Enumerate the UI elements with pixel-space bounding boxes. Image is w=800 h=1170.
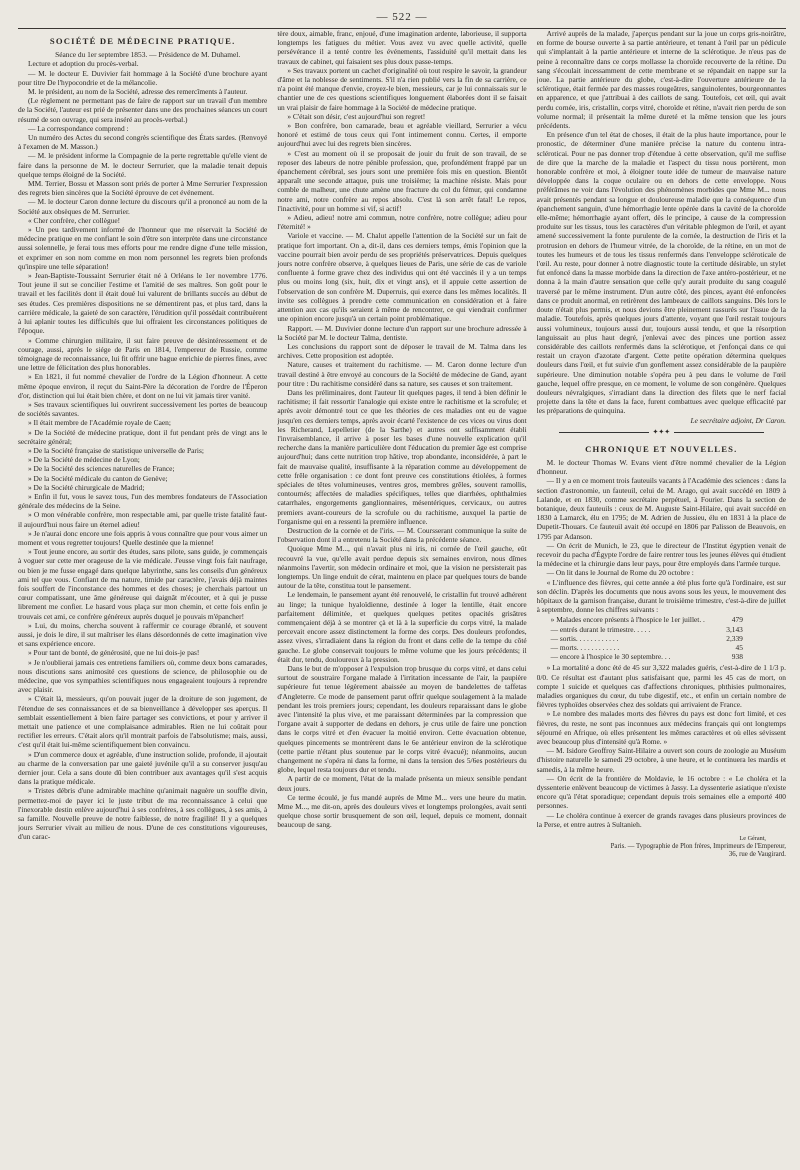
- paragraph: Quoique Mme M..., qui n'avait plus ni iris, ni cornée de l'œil gauche, eût recouvré la vue, qu'elle avait perdue depuis six semaines environ, nous dîmes néanmoins l'avertir, son médecin ordinaire et moi, que la vision ne persisterait pas longtemps. Un linge enduit de cérat, maintenu en place par quelques tours de bande autour de la tête, constitua tout le pansement.: [277, 544, 527, 591]
- stats-value: 45: [735, 643, 743, 652]
- paragraph: (Le règlement ne permettant pas de faire de rapport sur un travail d'un membre de la Société, l'auteur est prié de présenter dans une des prochaines séances un court résumé de son ouvrage, qui sera inséré au procès-verbal.): [18, 96, 268, 124]
- paragraph: Ce terme écoulé, je fus mandé auprès de Mme M... vers une heure du matin. Mme M..., me dit-on, après des douleurs vives et longtemps prolongées, avait senti quelque chose sortir brusquement de son œil, lequel, depuis ce moment, donnait beaucoup de sang.: [277, 792, 527, 830]
- seance-line: Séance du 1er septembre 1853. — Présidence de M. Duhamel.: [55, 50, 241, 60]
- paragraph: « Cher confrère, cher collègue!: [28, 215, 121, 225]
- paragraph: » Bon confrère, bon camarade, beau et agréable vieillard, Serrurier a vécu honoré et estimé de tous ceux qui l'ont intimement connu. Certes, il emporte aujourd'hui avec lui des regrets bien sincères.: [277, 121, 527, 149]
- paragraph: » De la Société des sciences naturelles de France;: [28, 464, 175, 474]
- paragraph: Les conclusions du rapport sont de déposer le travail de M. Talma dans les archives. Cette proposition est adoptée.: [277, 341, 527, 361]
- stats-row: [551, 634, 747, 643]
- paragraph: Rapport. — M. Duvivier donne lecture d'un rapport sur une brochure adressée à la Société par M. le docteur Talma, dentiste.: [277, 323, 527, 342]
- divider-line-left: [559, 432, 649, 433]
- paragraph: » Enfin il fut, vous le savez tous, l'un des membres fondateurs de l'Association générale des médecins de la Seine.: [18, 491, 268, 511]
- stats-row: [551, 615, 747, 624]
- paragraph: — On lit dans le Journal de Rome du 20 octobre :: [546, 568, 694, 578]
- column-3: [537, 29, 786, 1157]
- ornament-divider: [537, 428, 786, 437]
- paragraph: » Lui, du moins, chercha souvent à raffermir ce courage ébranlé, et souvent aussi, je dois le dire, il sut maîtriser les élans désordonnés de cette imagination vive et sans expérience encore.: [18, 620, 268, 649]
- secretary-signature: Le secrétaire adjoint, Dr Caron.: [690, 415, 786, 425]
- paragraph: » De la Société médicale du canton de Genève;: [28, 473, 168, 483]
- stats-label: — morts. . . . . . . . . . . .: [550, 643, 620, 652]
- paragraph: » Ses travaux portent un cachet d'originalité où tout respire le savoir, la grandeur d'âme et la noblesse de sentiments. S'il n'a rien publié vers la fin de sa carrière, ce n'a point été manque d'envie, croyez-le bien, messieurs, car je lui connaissais sur le chantier une de ces questions scientifiques longuement élaborées dont il se faisait un vrai plaisir de faire hommage à la Société de médecine pratique.: [277, 65, 527, 112]
- paragraph: » Je n'aurai donc encore une fois appris à vous connaître que pour vous aimer un moment et vous regretter toujours! Quelle destinée que la mienne!: [18, 528, 268, 547]
- paragraph: Destruction de la cornée et de l'iris. — M. Coursserant communique la suite de l'observation dont il a entretenu la Société dans la précédente séance.: [277, 525, 527, 545]
- paragraph: » Tout jeune encore, au sortir des études, sans pilote, sans guide, je commençais à voguer sur cette mer orageuse de la vie médicale. J'eusse vingt fois fait naufrage, ou bien je me fusse engagé dans quelque labyrinthe, sans les conseils d'un généreux ami tel que vous. Confiant de ma nature, timide par caractère, j'avais déjà maintes fois souffert de l'inconstance des hommes et des choses; je cherchais partout un cœur compatissant, une âme généreuse qui daignât m'écouter, et à qui je pusse librement me confier. Le hasard vous plaça sur mon chemin, et cette fois enfin je trouvais cet ami, ce confrère généreux auprès duquel je pouvais m'épancher!: [18, 547, 268, 621]
- stats-label: — entrés durant le trimestre. . . . .: [550, 624, 651, 634]
- paragraph: Un numéro des Actes du second congrès scientifique des États sardes. (Renvoyé à l'examen de M. Masson.): [18, 133, 268, 152]
- chronique-title: CHRONIQUE ET NOUVELLES.: [585, 443, 738, 454]
- paragraph: » Pour tant de bonté, de générosité, que ne lui dois-je pas!: [28, 648, 200, 658]
- paragraph: — La correspondance comprend :: [28, 123, 129, 133]
- paragraph: Arrivé auprès de la malade, j'aperçus pendant sur la joue un corps gris-noirâtre, en forme de bourse ouverte à sa partie antérieure, et tenant à l'œil par un pédicule qui s'implantait à la partie antérieure et interne de la sclérotique. Je n'eus pas de peine à reconnaître dans ce corps mollasse la choroïde recouverte de la rétine. Du sang s'écoulait incessamment de cette membrane et se répandait en nappe sur la joue. La partie antérieure du globe, c'est-à-dire l'ouverture antérieure de la sclérotique, était fermée par des masses rougeâtres, sanguinolentes, bourgeonnantes en apparence, et que j'attribuai à des caillots de sang. Toutefois, cet œil, qui avait perdu cornée, iris, cristallin, corps vitré, choroïde et rétine, n'avait rien perdu de son volume normal; il présentait la même dureté et la même tension que les jours précédents.: [536, 29, 786, 131]
- divider-line-right: [674, 432, 764, 433]
- stats-label: — sortis. . . . . . . . . . . .: [550, 633, 619, 643]
- stats-value: 938: [731, 652, 743, 662]
- paragraph: — M. le président informe la Compagnie de la perte regrettable qu'elle vient de faire dans la personne de M. le docteur Serrurier, que la maladie tenait depuis quelque temps éloigné de la Société.: [18, 151, 268, 179]
- paragraph: Le lendemain, le pansement ayant été renouvelé, le cristallin fut trouvé adhérent au linge; la tunique hyaloïdienne, destinée à loger la lentille, était encore parfaitement délimitée, et quelques quelques petites opacités grisâtres commençaient déjà à se montrer çà et là à la superficie du corps vitré, la malade percevait encore assez distinctement la forme des corps. Des douleurs profondes, assez vives, s'irradiaient dans la région du front et dans celle de la tempe du côté gauche. Le globe conservait toujours le même volume que les jours précédents; il était dur, tendu, douloureux à la pression.: [277, 590, 527, 664]
- paragraph: — Il y a en ce moment trois fauteuils vacants à l'Académie des sciences : dans la section d'astronomie, un fauteuil, celui de M. Arago, qui avait succédé en 1809 à Lalande, et en 1830, comme secrétaire perpétuel, à Fourier. Dans la section de botanique, deux fauteuils : ceux de M. Auguste Saint-Hilaire, qui avait succédé en 1830 à Lamarck, élu en 1795; de M. Adrien de Jussieu, élu en 1831 à la place de Dupetit-Thouars. Ce fauteuil avait été occupé en 1806 par Palisson de Beauvois, en 1795 par Adanson.: [536, 476, 786, 541]
- stats-value: 2,339: [726, 633, 743, 643]
- paragraph: » C'était son désir, c'est aujourd'hui son regret!: [287, 111, 426, 121]
- stats-value: 479: [731, 615, 743, 625]
- chronique-continued: [537, 663, 786, 829]
- paragraph: — M. Isidore Geoffroy Saint-Hilaire a ouvert son cours de zoologie au Muséum d'histoire naturelle le samedi 29 octobre, à une heure, et le continuera les mardis et samedis, à la même heure.: [536, 746, 786, 774]
- stats-row: [551, 625, 747, 634]
- stats-label: — encore à l'hospice le 30 septembre. . .: [550, 652, 671, 662]
- paragraph: » C'est au moment où il se proposait de jouir du fruit de son travail, de se reposer des labeurs de notre pénible profession, que, profondément frappé par un épanchement cérébral, ses jours sont une première fois mis en question. Bientôt apparaît une seconde attaque, puis une troisième; la machine résiste. Mais pour comble de malheur, une chute amène une fracture du col du fémur, qui condamne notre ami, notre confrère au repos absolu. C'est là son arrêt fatal! Le repos, l'inactivité, pour un homme si vif, si actif!: [277, 148, 527, 213]
- hospital-stats-table: [551, 615, 747, 661]
- stats-value: 3,143: [726, 624, 743, 634]
- paragraph: — Le choléra continue à exercer de grands ravages dans plusieurs provinces de la Perse, et entre autres à Sultanieh.: [536, 810, 786, 829]
- paragraph: » Jean-Baptiste-Toussaint Serrurier était né à Orléans le 1er novembre 1776. Tout jeune il sut se concilier l'estime et l'amitié de ses maîtres. Son goût pour le travail et les facilités dont il était doué lui valurent de brillants succès au début de ses études. Ces premières dispositions ne se démentirent pas, et plus tard, dans la carrière médicale, la gaieté de son caractère, l'érudition qu'il possédait contribuèrent à lui aplanir toutes les difficultés que lui offraient les circonstances politiques de l'époque.: [18, 271, 268, 336]
- paragraph: » La mortalité a donc été de 45 sur 3,322 malades guéris, c'est-à-dire de 1 1/3 p. 0/0. Ce résultat est d'autant plus satisfaisant que, parmi les 45 cas de mort, on compte 1 suicide et quelques cas d'affections chroniques, phthisies pulmonaires, maladies organiques du cœur, du tube digestif, etc., et enfin un certain nombre de fièvres typhoïdes observées chez des soldats qui arrivaient de France.: [536, 663, 786, 710]
- paragraph: MM. Terrier, Bossu et Masson sont priés de porter à Mme Serrurier l'expression des regrets bien sincères que la Société éprouve de cet événement.: [18, 179, 268, 198]
- paragraph: Lecture et adoption du procès-verbal.: [28, 59, 139, 69]
- imprint: [537, 835, 786, 860]
- paragraph: Dans les préliminaires, dont l'auteur lit quelques pages, il tend à bien définir le rachitisme; il fait ressortir l'analogie qui existe entre le rachitisme et la scrofule; et après avoir démontré tout ce que les théories de ces maladies ont eu de vague jusqu'en ces derniers temps, après avoir écarté l'existence de ces vices ou virus dont les Richerand, Lepelletier (de la Sarthe) et autres ont suffisamment établi l'invraisemblance, il arrive à poser les bases d'une nouvelle explication qu'il recherche dans la manière particulière dont l'éducation du premier âge est comprise aujourd'hui; dans cette nutrition trop hâtive, trop abondante, inconsidérée, à part le fait de mauvaise qualité, insuffisante à la réparation comme au développement de cette frêle organisation : ce dont font preuve ces constitutions étiolées, à formes spéciales de têtes volumineuses, ventres gros, membres grêles, souvent ramollis, contournés; affectées de maladies spécifiques, telles que diarrhées, ophthalmies catarrhales, engorgements ganglionnaires, mésentériques, cervicaux, ou autres premiers avant-coureurs de la scrofule ou du rachitisme, auxquel la partie de l'organisme qui en a ressenti la première influence.: [277, 387, 527, 526]
- paragraph: » De la Société française de statistique universelle de Paris;: [28, 445, 204, 455]
- paragraph: » Tristes débris d'une admirable machine qu'animait naguère un souffle divin, permettez-moi de payer ici le juste tribut de ma reconnaissance à celui que l'inexorable destin enlève aujourd'hui à ses confrères, à ses collègues, à ses amis, à sa famille. Nouvelle preuve de notre faiblesse, de notre fragilité! Il y a quelques jours Serrurier vivait au milieu de nous. D'une de ces constitutions vigoureuses, d'un carac-: [18, 786, 268, 842]
- column-2-body: [277, 29, 526, 830]
- imprint-address: 36, rue de Vaugirard.: [728, 851, 786, 859]
- paragraph: — M. le docteur E. Duvivier fait hommage à la Société d'une brochure ayant pour titre De l'hypocondrie et de la mélancolie.: [18, 68, 268, 87]
- paragraph: » C'était là, messieurs, qu'on pouvait juger de la droiture de son jugement, de l'étendue de ses connaissances et de sa bienveillance à développer ses aperçus. Il semblait essentiellement à bien faire partager ses convictions, et pour y arriver il mettait une patience et une complaisance admirables. Rien ne lui coûtait pour rectifier les erreurs. C'était alors qu'il montrait parfois de l'absolutisme; mais, aussi, c'est qu'il était lui-même scientifiquement bien convaincu.: [18, 694, 268, 750]
- chronique-body: [537, 458, 786, 614]
- paragraph: » De la Société de médecine pratique, dont il fut pendant près de vingt ans le secrétaire général;: [18, 427, 268, 446]
- paragraph: tère doux, aimable, franc, enjoué, d'une imagination ardente, laborieuse, il supporta longtemps les fatigues du métier. Vous avez vu avec quelle activité, quelle persévérance il a tenté contre les événements, l'assiduité qu'il mettait dans les travaux de cabinet, qui faisaient ses plus doux passe-temps.: [277, 29, 527, 66]
- columns: [18, 29, 786, 1157]
- paragraph: Dans le but de m'opposer à l'expulsion trop brusque du corps vitré, et dans celui surtout de soustraire l'organe malade à l'irritation incessante de l'air, la paupière supérieure fut tenue légèrement abaissée au moyen de bandelettes de taffetas d'Angleterre. Ce mode de pansement parut offrir quelque soulagement à la malade pendant les trois premiers jours; cependant, les douleurs reparaissant dans le globe avec l'intensité la plus vive, et me paraissant déterminées par la compression que l'organe avait à supporter de dedans en dehors, je crus utile de faire une ponction dans le corps vitré et d'en évacuer la moitié environ. Cette évacuation obtenue, quelques pincements se montrèrent dans le 6e antérieur environ de la sclérotique (cette partie n'étant plus soutenue par le corps vitré évacué); néanmoins, aucun changement ne s'opéra ni dans la forme, ni dans la tension des 5/6es postérieurs du globe, lequel resta toujours dur et tendu.: [277, 664, 527, 775]
- section-title: SOCIÉTÉ DE MÉDECINE PRATIQUE.: [49, 36, 236, 46]
- paragraph: » De la Société chirurgicale de Madrid;: [28, 482, 145, 492]
- paragraph: — On écrit de Munich, le 23, que le directeur de l'Institut égyptien venait de recevoir du pacha d'Égypte l'ordre de faire rentrer tous les jeunes élèves qui étudient la médecine et la chirurgie dans leur pays, pour être employés dans l'armée turque.: [536, 540, 786, 569]
- imprint-gerant: Le Gérant,: [739, 835, 766, 843]
- paragraph: » Le nombre des malades morts des fièvres du pays est donc fort limité, et ces fièvres, du reste, ne sont pas inconnues aux médecins français qui ont longtemps séjourné en Afrique, où elles présentent les mêmes caractères et où elles sévissent avec beaucoup plus d'intensité qu'à Rome. »: [536, 709, 786, 747]
- divider-ornament-icon: ✦✦✦: [652, 427, 671, 436]
- column-3-body: [537, 29, 786, 416]
- paragraph: » Adieu, adieu! notre ami commun, notre confrère, notre collègue; adieu pour l'éternité! »: [277, 213, 527, 232]
- paragraph: » Je n'oublierai jamais ces entretiens familiers où, comme deux bons camarades, nous discutions sans animosité ces questions de science, de philosophie ou de médecine, que vos sympathies scientifiques nous engageaient toujours à reprendre avec plaisir.: [18, 657, 268, 695]
- paragraph: M. le docteur Thomas W. Evans vient d'être nommé chevalier de la Légion d'honneur.: [536, 457, 786, 477]
- paragraph: « L'influence des fièvres, qui cette année a été plus forte qu'à l'ordinaire, est sur son déclin. D'après les documents que nous avons sous les yeux, le mouvement des hôpitaux de la garnison française, durant le troisième trimestre, c'est-à-dire de juillet à septembre, donne les chiffres suivants :: [536, 577, 786, 615]
- column-2: [277, 29, 526, 1157]
- paragraph: » En 1821, il fut nommé chevalier de l'ordre de la Légion d'honneur. A cette même époque environ, il reçut du Saint-Père la décoration de l'ordre de l'Éperon d'or, distinction qui lui était bien chère, et dont on ne lui vit jamais tirer vanité.: [18, 372, 268, 400]
- paragraph: » Il était membre de l'Académie royale de Caen;: [28, 418, 171, 428]
- stats-row: [551, 652, 747, 661]
- paragraph: — On écrit de la frontière de Moldavie, le 16 octobre : « Le choléra et la dyssenterie enlèvent beaucoup de victimes à Jassy. La dyssenterie asiatique n'existe encore qu'à l'état sporadique; cependant depuis trois semaines elle a emporté 400 personnes.: [536, 773, 786, 811]
- paragraph: » Comme chirurgien militaire, il sut faire preuve de désintéressement et de courage, aussi, après le siége de Paris en 1814, l'empereur de Russie, comme témoignage de reconnaissance, lui fit offrir une bague enrichie de pierres fines, avec une lettre de félicitation des plus honorables.: [18, 335, 268, 373]
- paragraph: » Un peu tardivement informé de l'honneur que me réservait la Société de médecine pratique en me confiant le soin d'être son interprète dans une circonstance aussi solennelle, je ferai tous mes efforts pour me rendre digne d'une telle mission, et exprimer en son nom comme en mon nom personnel les regrets bien profonds qu'inspire une telle séparation!: [18, 225, 268, 271]
- paragraph: M. le président, au nom de la Société, adresse des remercîments à l'auteur.: [28, 87, 248, 97]
- paragraph: » Ses travaux scientifiques lui ouvrirent successivement les portes de beaucoup de sociétés savantes.: [18, 399, 268, 419]
- stats-row: [551, 643, 747, 652]
- column-1: [18, 29, 267, 1157]
- column-1-body: [18, 59, 267, 841]
- paragraph: — M. le docteur Caron donne lecture du discours qu'il a prononcé au nom de la Société aux obsèques de M. Serrurier.: [18, 197, 268, 216]
- paragraph: A partir de ce moment, l'état de la malade présenta un mieux sensible pendant deux jours.: [277, 774, 527, 793]
- paragraph: Nature, causes et traitement du rachitisme. — M. Caron donne lecture d'un travail destiné à être envoyé au concours de la Société de médecine de Gand, ayant pour titre : Du rachitisme considéré dans sa nature, ses causes et son traitement.: [277, 360, 527, 388]
- imprint-printer: Paris. — Typographie de Plon frères, Imprimeurs de l'Empereur,: [610, 843, 786, 851]
- paragraph: En présence d'un tel état de choses, il était de la plus haute importance, pour le pronostic, de déterminer d'une manière précise la nature du contenu intra-scléroticai. Pour ne pas donner trop d'étendue à cette observation, qu'il me suffise de dire que la marche de la maladie et l'aspect du tissu nous portèrent, mon honorable confrère et moi, à éloigner toute idée de tumeur de mauvaise nature développée dans la coque oculaire ou en dehors de cette enveloppe. Nous préférâmes ne voir dans l'évolution des phénomènes morbides que Mme M... nous avait présentés pendant sa longue et douloureuse maladie que la conséquence d'un épanchement sanguin, d'une hémorrhagie lente opérée dans la cavité de la choroïde elle-même; hémorrhagie ayant offert, dès le principe, à cause de la compression produite sur les tissus, tous les caractères d'un véritable phlegmon de l'œil, et ayant amené successivement la fonte purulente de la cornée, la destruction de l'iris et la protrusion en dehors de l'humeur vitrée, de la choroïde, de la rétine, en un mot de toutes les humeurs et de tous les tissus renfermés dans l'enveloppe scléroticale de l'œil. Au reste, pour donner à notre diagnostic toute la certitude désirable, un stylet fut enfoncé dans la masse morbide dans la direction de l'axe antéro-postérieur, et ne donna à la main d'autre sensation que celle qu'y aurait produite du sang coagulé traversé par le même instrument. D'un autre côté, des pinces, ayant été enfoncées dans ce produit anormal, en retirèrent des lambeaux de caillots sanguins. Dès lors le doute n'était plus permis, et nous devions être pleinement rassurés sur l'issue de la maladie. Toutefois, après quelques jours d'attente, voyant que l'œil restait toujours aussi volumineux, toujours aussi dur, toujours aussi tendu, et que la résorption languissait au plus haut degré, j'enlevai avec des pinces une portion assez considérable des caillots renfermés dans la sclérotique, et j'enfonçai dans ce qui restait un crayon d'azotate d'argent. Cette petite opération détermina quelques douleurs dans l'œil, et fut suivie d'un gonflement assez considérable de la paupière supérieure. Une diminution notable s'opéra peu à peu dans le volume de l'œil gauche, lequel offre presque, en ce moment, le volume de son congénère. Quelques douleurs névralgiques, s'irradiant dans la direction des filets que le nerf facial projette dans la tête et dans la face, furent combattues avec quelque efficacité par les préparations de quinquina.: [536, 130, 786, 416]
- paragraph: » D'un commerce doux et agréable, d'une instruction solide, profonde, il ajoutait au charme de la conversation par une gaieté juvénile qu'il a su conserver jusqu'au dernier jour. Cela a sans doute dû bien contribuer aux avantages qu'il s'est acquis dans la pratique médicale.: [18, 749, 268, 787]
- paragraph: » O mon vénérable confrère, mon respectable ami, par quelle triste fatalité faut-il aujourd'hui nous faire un éternel adieu!: [18, 510, 268, 529]
- stats-label: » Malades encore présents à l'hospice le 1er juillet. .: [550, 615, 705, 625]
- page-number: — 522 —: [376, 11, 428, 23]
- paragraph: » De la Société de médecine de Lyon;: [28, 455, 140, 465]
- paragraph: Variole et vaccine. — M. Chalut appelle l'attention de la Société sur un fait de pratique fort important. On a, dit-il, dans ces derniers temps, émis l'opinion que la vaccine pourrait bien avoir perdu de ses propriétés préservatrices. Depuis quelques jours notre confrère observe, à quelques lieues de Paris, une série de cas de variole confluente à forme grave chez des individus qui ont été vaccinés il y a un temps plus ou moins long (six, huit, dix et vingt ans), et il appuie cette assertion de l'observation de son confrère M. Duperruis, qui exerce dans les mêmes localités. Il invite ses collègues à prendre cette communication en considération et à faire attention aux cas qu'ils seraient à même de rencontrer, ce qui viendrait confirmer une opinion encore jusqu'à un certain point problématique.: [277, 231, 527, 324]
